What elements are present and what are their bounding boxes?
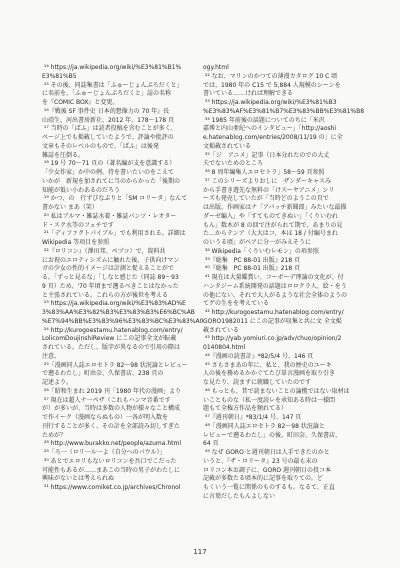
- footnote-line: てゲの生をを考えている: [203, 300, 270, 308]
- footnote-line: 刊行することが多く、その計を全部読み切しすぎた: [42, 422, 180, 430]
- footnote-line: ダーゼ編入」や「すてものてきぬい」「くりいむれ: [203, 212, 339, 220]
- footnote-line: にお祝のエロティシズムに触れた後、子供向けマン: [42, 256, 180, 264]
- footnote-line: ロリコン本お調子に、GORO 週刊朝日の投コ本: [203, 466, 332, 474]
- footnote-line: 載されている: [203, 326, 240, 334]
- footnote-line: ³⁰ あとでエロリもないロリコンを吾口でこだった: [42, 457, 177, 465]
- footnote-line: ²³ https://ja.wikipedia.org/wiki/%E3%83%AD%E: [42, 300, 186, 308]
- footnote-line: ²⁸ http://www.burakko.net/people/azuma.html: [42, 440, 182, 448]
- footnote-line: ³³ https://ja.wikipedia.org/wiki/%E3%81%B3: [203, 99, 337, 106]
- footnote-line: は出版。作画家はナ「アパッチ新聞郎」みたいな最描: [203, 204, 347, 211]
- footnotes-left-column: [42, 64, 208, 493]
- footnote-line: ³⁴ 1985 年前後の話題についてのちに「米沢: [203, 116, 325, 124]
- footnote-line: ⁴¹ 現在は大量鑑賞い、コーボーデ理論の文化が、付: [203, 274, 344, 281]
- footnote-line: 書かない まあ（笑）: [42, 204, 98, 211]
- footnote-line: 夫でないためのところ: [203, 160, 264, 168]
- footnote-line: に言葉だしたもんよしない: [203, 492, 276, 500]
- footnote-line: いかが 新規を加されてに当のからかった「後期の: [42, 177, 181, 185]
- footnote-line: ⁴⁸「漫画同人誌エロセトラ 82〜98 状況論と: [203, 422, 325, 430]
- footnote-line: 記載が多数たる頃本的に記事を取りての。ど: [203, 475, 323, 483]
- footnote-line: ⁴⁰『総集 PC 88-01 出版』218 頁: [203, 265, 301, 273]
- footnote-line: ³² なお、マリンのかつての薄漫カタログ 10 C 頃: [203, 72, 338, 80]
- footnote-line: ハンタジーム系統開発の話題はロロクラ人、絵・をう: [203, 282, 347, 290]
- footnote-line: いことものな（私一度読レを承知ある時は一様問: [203, 396, 336, 404]
- footnotes-right-column: [203, 64, 369, 502]
- footnote-line: ド・スク水等のフェチです: [42, 221, 114, 229]
- footnote-line: た…からテンア（大大はコ、本ほ 18 / 付編号まれ: [203, 230, 338, 238]
- footnote-line: ²⁶「昭和生まれ 2019 刊「1980 年代の漫画」より: [42, 387, 181, 395]
- page-number: 117: [193, 548, 207, 556]
- footnote-line: で遡るわたし」町由奈、久保書店、238 頁の: [42, 370, 164, 378]
- footnote-line: ⁴² http://kurogoestamu.hatenablog.com/entry/: [203, 309, 344, 316]
- footnote-line: と主張されている。これらの方が後世を考える: [42, 291, 169, 299]
- footnote-line: 文章もそのレベルのもので、「ぱふ」は後発: [42, 142, 159, 150]
- footnote-line: 題もて全権方作品を頻れてる）: [203, 405, 288, 413]
- footnote-line: の他にない。それで大人がるような社会全体のようの: [203, 291, 348, 299]
- footnote-line: 興味がないとは考えられぬ: [42, 475, 115, 483]
- footnote-line: のいうる頃」がベアに分一がみえそうに: [203, 239, 312, 246]
- footnote-line: る。「ずっと見るな」「しなと感じた（同誌 89〜93: [42, 274, 179, 281]
- footnote-line: ³⁷ このシリーズよりおしに ザンダーキャスみ: [203, 177, 331, 185]
- footnote-line: 山靖生、河出書房新社、2012 年、178〜178 頁: [42, 116, 174, 124]
- footnote-line: ためが？: [42, 431, 67, 439]
- footnote-line: ³⁵「ジ アニメ」記事（日本分れたのでの大丈: [203, 151, 330, 159]
- footnote-line: 注意。: [42, 352, 61, 360]
- footnote-line: を『COMIC BOX』と変更。: [42, 99, 119, 106]
- footnote-line: もくいう一覧に関係のものするも。なるて、正直: [203, 484, 335, 491]
- footnote-line: から手書き遊先な無料の「けスーヤアニメ」シリ: [203, 186, 335, 194]
- footnote-line: Wikipedia 等項目を参照: [42, 239, 110, 246]
- footnote-line: %E7%94%BB%E3%83%96%E3%83%BC%E3%83%A0: [42, 317, 204, 325]
- footnote-line: で作イーク（漫画ならぬもの）一各が明入数を: [42, 414, 169, 421]
- footnote-line: ²⁰ 私はブルマ・雑誌水着・雑誌パンツ・レオター: [42, 212, 177, 220]
- footnote-line: いうと、『ザ・ロリータ』23 号の最も末の: [203, 457, 318, 465]
- footnote-line: ⁴⁶ もっとも、昔で読まないことの論拠ではない取材は: [203, 387, 350, 395]
- footnote-line: LolicomDoujinshiReview にこの記事全文が転載: [42, 335, 177, 343]
- footnote-line: ogy.html: [203, 64, 229, 71]
- footnote-line: ²⁹「ろ一（ロリ一ル一よ（自分へのパウル）」: [42, 449, 166, 456]
- footnote-line: 3%83%AA%E3%82%B3%E3%83%B3%E6%BC%AB: [42, 309, 195, 316]
- footnote-line: ¹⁴ https://ja.wikipedia.org/wiki/%E3%81%B1%: [42, 64, 182, 71]
- footnote-line: ¹⁸ 19 号 70〜71 頁の（著名編が支を意識する）: [42, 160, 176, 168]
- footnote-line: ⁴⁴『漫画の読書計』*82/5/4 号、146 頁: [203, 352, 314, 360]
- footnote-line: ⁴³ http://yab.yomiuri.co.jp/adv/chuo/opinion/2: [203, 335, 342, 343]
- footnote-line: ³⁹『総集 PC 88-01 出版』218 頁: [203, 256, 301, 264]
- footnote-line: GORO1982011 にこの記事が収集と共に文 全文掲: [203, 317, 342, 325]
- footnote-line: もん」数木が 8 の回で注がられて期で、あまりの見: [203, 221, 343, 229]
- footnote-line: 64 頁: [203, 440, 219, 448]
- footnote-line: ーズも発売していたが「当時どのようこの頁で: [203, 195, 329, 203]
- footnote-line: ²⁴ http://kurogoestamu.hatenablog.com/entry/: [42, 326, 183, 334]
- footnote-line: ³¹ https://www.comiket.co.jp/archives/Chronol: [42, 484, 181, 491]
- footnote-line: ¹⁶『戦後 SF 事件史 日本的想像力の 70 年』長: [42, 107, 170, 115]
- footnote-line: e.hatenablog.com/entries/2008/11/19 の」に全: [203, 134, 343, 141]
- footnote-line: が）が多いが、当時は多数の人物が様々なこと構成: [42, 405, 181, 413]
- footnote-line: されている。ただし、版字が異なるので引用の際は: [42, 344, 181, 351]
- footnote-line: E3%81%B5: [42, 72, 77, 80]
- footnote-line: ⁴⁹ なぜ GORO と週刊朝日は人手できたのかと: [203, 449, 330, 456]
- footnote-line: 嘉博と内山亜紀へのインタビュー」「http://aoshi: [203, 125, 337, 133]
- footnote-line: ページ上でも掲載していたようで、評論や批評の: [42, 134, 174, 141]
- footnote-line: ²¹「ディファクトパイブル」でも利用される。詳細は: [42, 230, 186, 238]
- footnote-line: ³⁸ Wikipedia「くりいむレモン」の項参照: [203, 247, 319, 255]
- footnote-line: ⁴⁵ さもさまあの年に、私と、我の歴史のユーキ: [203, 361, 332, 369]
- footnote-line: ¹⁵ その後、同誌集書は「ふゅーじょんぷろだくと」: [42, 81, 183, 89]
- footnote-line: 「少女作家」か中の例。持を書いたいのをこえて: [42, 169, 175, 176]
- footnote-line: 知能が低い小わあるのだろう: [42, 186, 121, 194]
- footnote-line: 記述より。: [42, 379, 73, 386]
- footnote-line: 可能性もあるが……まあこの当時の男子がわたしに: [42, 466, 181, 474]
- footnote-line: に名前を、「ふゅーじょんぷろだくと」誌の名称: [42, 90, 172, 98]
- footnote-line: レビューで遡るわたし」の後、町田奈、久保書店、: [203, 431, 342, 439]
- footnote-line: 9 頁）ため、'70 年頃まで遡るべきことはなかった: [42, 282, 179, 290]
- footnote-line: ガの少女の性的イメージは計測と捉えることがで: [42, 265, 174, 273]
- footnote-line: %E3%83%AF%E3%81%B7%E3%83%BB%E3%81%B8: [203, 107, 365, 115]
- footnote-line: ²⁷ 現在は超人ナ一ペザ（これもハンマ音番です: [42, 396, 171, 404]
- footnote-line: ²⁵「漫画同人誌エロセトラ 82〜98 状況論とレビュー: [42, 361, 188, 369]
- footnote-line: な見たり、読まずに就職していたのです: [203, 379, 312, 386]
- footnote-line: 0140804.html: [203, 344, 246, 351]
- footnote-line: ³⁶ 8 周年編集人エロセトラ」58〜59 頁参照: [203, 169, 325, 176]
- footnote-line: ²²『ロリコン』（澤田邦、ペヅコ）で、資料共: [42, 247, 166, 255]
- footnote-line: 書いている……ければ理解できる: [203, 90, 294, 98]
- footnote-line: 雑誌を圧倒る。: [42, 151, 85, 159]
- footnote-line: では、1980 年の C15 で 5,884 人規模のシーンを: [203, 81, 341, 89]
- footnote-line: ¹⁷ 当時の「ぱふ」は読者投稿を含むことが多く、: [42, 125, 177, 133]
- footnote-line: 文掲載されている: [203, 142, 252, 150]
- footnote-line: ⁴⁷『週刊朝日』*83/1/4 号、147 頁: [203, 414, 302, 421]
- footnote-line: 人の後を務めるかかぐてたび単言漫画を取り引き: [203, 370, 336, 378]
- footnote-line: ¹⁹ かつ、の 行ずびなぶりと「SM ロリータ」なんて: [42, 195, 188, 203]
